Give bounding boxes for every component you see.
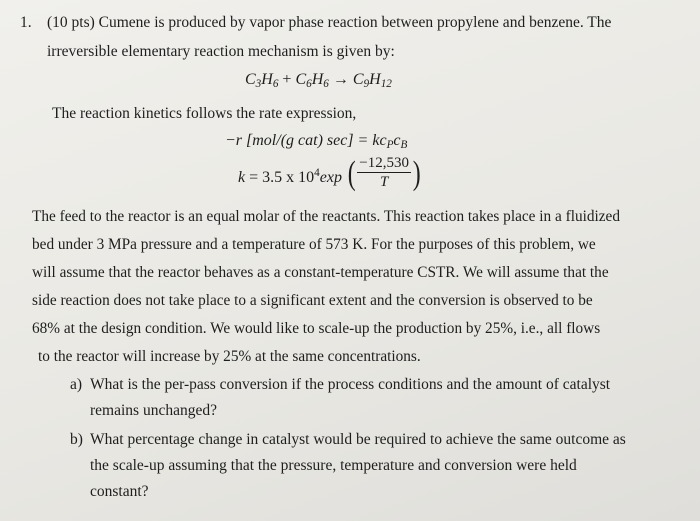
part-b-line-2: the scale-up assuming that the pressure, temperature and conversion were held bbox=[90, 457, 577, 474]
part-b-line-3: constant? bbox=[90, 483, 149, 500]
reactant1-c-count: 3 bbox=[255, 77, 262, 90]
product-h: H bbox=[369, 71, 381, 88]
paragraph-line-3: will assume that the reactor behaves as a constant-temperature CSTR. We will assume that the bbox=[32, 264, 609, 281]
k-coefficient: = 3.5 x 10 bbox=[245, 169, 315, 187]
product-h-count: 12 bbox=[380, 77, 392, 90]
rate-sub-p: P bbox=[386, 138, 394, 151]
reaction-equation bbox=[245, 70, 392, 94]
rate-constant-expression bbox=[238, 154, 422, 200]
paragraph-line-4: side reaction does not take place to a significant extent and the conversion is observed to be bbox=[32, 292, 593, 309]
reaction-arrow: → bbox=[328, 71, 353, 88]
arrhenius-fraction bbox=[357, 154, 411, 191]
paragraph-line-1: The feed to the reactor is an equal molar of the reactants. This reaction takes place in a fluidized bbox=[32, 208, 620, 225]
reactant1-c: C bbox=[245, 71, 256, 88]
reactant2-h: H bbox=[311, 71, 324, 88]
reactant2-c-count: 6 bbox=[306, 77, 312, 90]
reactant1-h: H bbox=[261, 71, 273, 88]
rate-lhs: −r [mol/(g cat) sec] = kc bbox=[225, 132, 387, 149]
k-symbol: k bbox=[238, 169, 246, 187]
fraction-numerator: −12,530 bbox=[359, 155, 409, 171]
product-c-count: 9 bbox=[363, 77, 370, 90]
kinetics-intro: The reaction kinetics follows the rate expression, bbox=[52, 105, 357, 122]
reactant2-c: C bbox=[295, 71, 307, 88]
rate-mid: c bbox=[393, 132, 401, 149]
paragraph-line-5: 68% at the design condition. We would like to scale-up the production by 25%, i.e., all flows bbox=[32, 320, 601, 337]
problem-number: 1. bbox=[20, 14, 32, 31]
right-paren: ) bbox=[412, 154, 421, 192]
fraction-denominator: T bbox=[379, 174, 389, 190]
reactant1-h-count: 6 bbox=[272, 77, 279, 90]
part-b-label: b) bbox=[70, 431, 83, 448]
part-b-line-1: What percentage change in catalyst would be required to achieve the same outcome as bbox=[90, 431, 626, 448]
left-paren: ( bbox=[347, 154, 356, 192]
rate-sub-b: B bbox=[400, 138, 408, 151]
part-a-line-2: remains unchanged? bbox=[90, 402, 217, 419]
part-a-label: a) bbox=[70, 376, 83, 393]
problem-intro-line-1: (10 pts) Cumene is produced by vapor phase reaction between propylene and benzene. The bbox=[47, 14, 612, 31]
paragraph-line-2: bed under 3 MPa pressure and a temperature of 573 K. For the purposes of this problem, we bbox=[32, 236, 596, 253]
reactant2-h-count: 6 bbox=[323, 77, 329, 90]
rate-expression bbox=[225, 131, 407, 155]
problem-intro-line-2: irreversible elementary reaction mechanism is given by: bbox=[47, 43, 395, 60]
k-exponent: 4 bbox=[314, 167, 320, 180]
part-a-line-1: What is the per-pass conversion if the process conditions and the amount of catalyst bbox=[90, 376, 611, 393]
exp-function: exp bbox=[319, 169, 342, 187]
product-c: C bbox=[352, 71, 364, 88]
paragraph-line-6: to the reactor will increase by 25% at the same concentrations. bbox=[38, 348, 421, 365]
plus-sign: + bbox=[278, 71, 296, 88]
